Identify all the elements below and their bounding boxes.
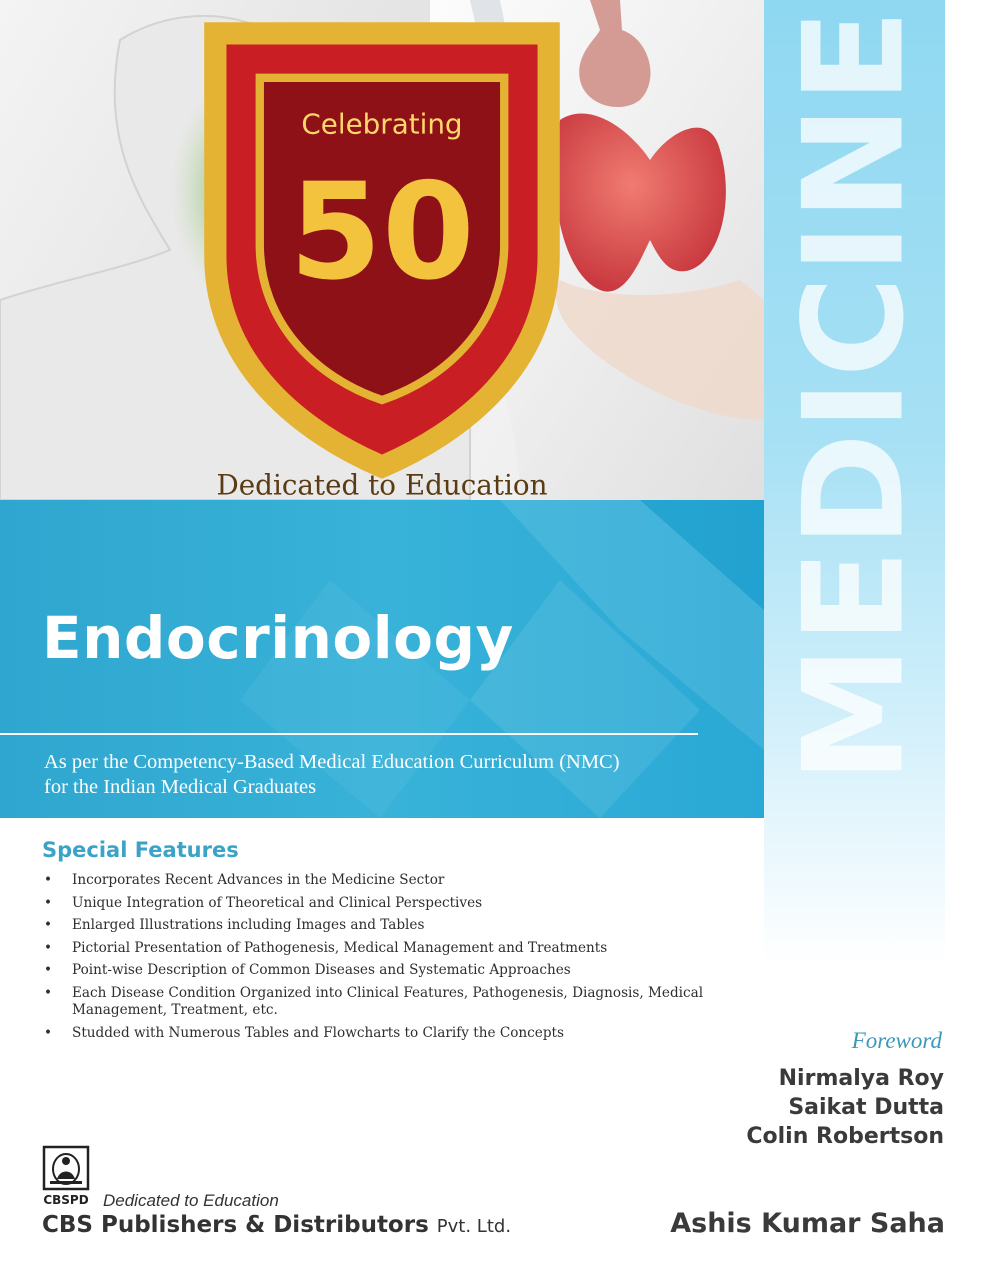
feature-item: • Unique Integration of Theoretical and Clinical Perspectives [44, 894, 483, 911]
bullet-icon: • [44, 984, 53, 1001]
foreword-name: Colin Robertson [746, 1124, 944, 1149]
bullet-icon: • [44, 894, 53, 911]
publisher-name-main: CBS Publishers & Distributors [42, 1212, 429, 1238]
publisher-logo-text: CBSPD [43, 1193, 89, 1207]
bullet-icon: • [44, 917, 53, 933]
badge-bottom-text: Dedicated to Education [216, 468, 548, 500]
foreword-name: Nirmalya Roy [778, 1066, 944, 1091]
badge-top-text: Celebrating [301, 107, 463, 141]
subject-word: MEDICINE [773, 7, 935, 783]
feature-item: • Enlarged Illustrations including Images and Tables [44, 917, 425, 933]
celebrating-50-badge [0, 0, 764, 500]
title-band [0, 500, 764, 818]
foreword-label: Foreword [851, 1028, 942, 1053]
publisher-suffix: Pvt. Ltd. [436, 1216, 512, 1237]
book-title: Endocrinology [42, 604, 514, 672]
features-list [42, 872, 722, 1047]
bullet-icon: • [44, 872, 53, 888]
publisher-logo [42, 1145, 90, 1207]
title-divider [0, 733, 698, 735]
foreword-names [746, 1064, 944, 1151]
cover-illustration [0, 0, 764, 500]
feature-item: • Point-wise Description of Common Diseases and Systematic Approaches [44, 962, 571, 978]
publisher-name [42, 1212, 511, 1238]
bullet-icon: • [44, 1024, 53, 1041]
subtitle-line-1: As per the Competency-Based Medical Education Curriculum (NMC) [44, 751, 620, 773]
feature-item: • Studded with Numerous Tables and Flowcharts to Clarify the Concepts [44, 1024, 564, 1041]
feature-item: • Each Disease Condition Organized into Clinical Features, Pathogenesis, Diagnosis, Medical Management, Treatment, etc. [44, 984, 704, 1018]
book-subtitle [44, 750, 724, 800]
bullet-icon: • [44, 962, 53, 978]
bullet-icon: • [44, 939, 53, 956]
feature-item: • Pictorial Presentation of Pathogenesis, Medical Management and Treatments [44, 939, 608, 956]
author-name: Ashis Kumar Saha [670, 1208, 945, 1239]
subject-strip [764, 0, 945, 965]
subtitle-line-2: for the Indian Medical Graduates [44, 776, 317, 798]
publisher-tagline: Dedicated to Education [103, 1191, 279, 1210]
foreword-name: Saikat Dutta [788, 1095, 944, 1120]
feature-item: • Incorporates Recent Advances in the Medicine Sector [44, 872, 445, 888]
badge-number: 50 [289, 154, 475, 310]
features-heading: Special Features [42, 838, 239, 862]
